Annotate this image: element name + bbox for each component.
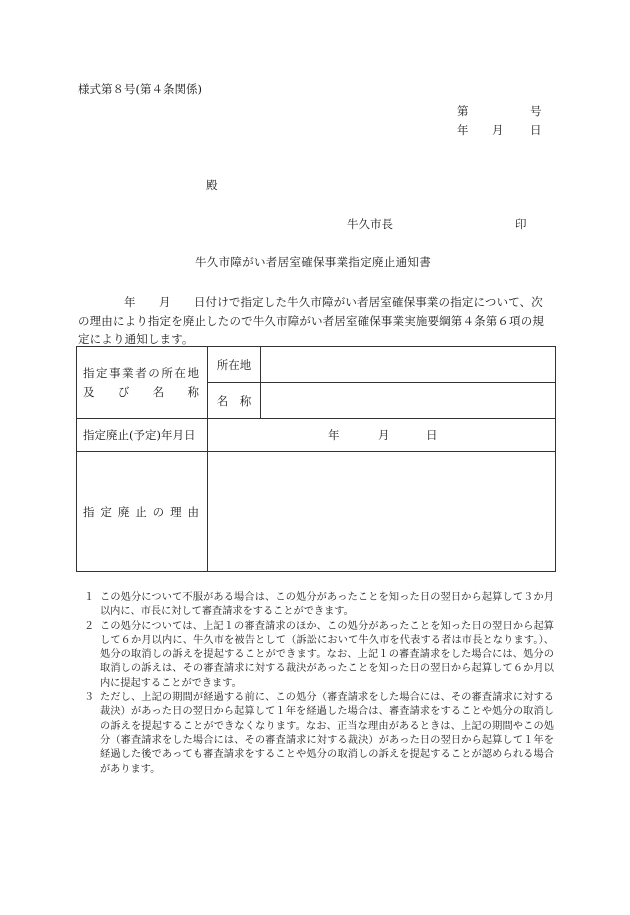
doc-number-prefix: 第 [457,104,469,118]
address-value-cell [261,347,556,383]
note-text: この処分については、上記１の審査請求のほか、この処分があったことを知った日の翌日から起算して６か月以内に、牛久市を被告として（訴訟において牛久市を代表する者は市長となります。）、処分の取消しの訴えを提起することができます。なお、上記１の審査請求をした場合には、処分の取消しの訴えは、その審査請求に対する裁決があったことを知った日の翌日から起算して６か月以内に提起することができます。 [100,620,554,689]
issuer-name: 牛久市長 [347,217,393,231]
body-line-2: の理由により指定を廃止したので牛久市障がい者居室確保事業実施要綱第４条第６項の規 [78,314,544,328]
note-text: この処分について不服がある場合は、この処分があったことを知った日の翌日から起算して３か月以内に、市長に対して審査請求をすることができます。 [100,592,554,618]
addressee-suffix: 殿 [206,178,218,192]
body-line-3: 定により通知します。 [78,332,194,346]
note-number: １ [84,592,95,603]
date-day: 日 [530,123,542,137]
name-label: 名 称 [216,393,252,408]
date-value-month: 月 [378,428,390,442]
seal-mark: 印 [515,217,527,231]
note-item-1 [84,591,554,620]
notes-section [84,591,554,777]
date-label: 指定廃止(予定)年月日 [83,428,196,442]
address-label-cell [208,347,261,383]
reason-label: 指 定 廃 止 の 理 由 [83,504,199,519]
notice-table [76,346,556,572]
name-label-cell [208,383,261,419]
business-label-line-1: 指定事業者の所在地 [83,366,199,380]
date-year: 年 [457,123,469,137]
note-text: ただし、上記の期間が経過する前に、この処分（審査請求をした場合には、その審査請求に対する裁決）があった日の翌日から起算して１年を経過した場合は、審査請求をすることや処分の取消しの訴えを提起することができなくなります。なお、正当な理由があるときは、上記の期間やこの処分（審査請求をした場合には、その審査請求に対する裁決）があった日の翌日から起算して１年を経過した後であっても審査請求をすることや処分の取消しの訴えを提起することが認められる場合があります。 [100,692,554,775]
doc-number-suffix: 号 [530,104,542,118]
business-label-cell [77,347,208,419]
business-label-line-2: 及 び 名 称 [83,385,199,399]
date-value-day: 日 [426,428,438,442]
note-number: ２ [84,620,95,632]
body-line-1: 年 月 日付けで指定した牛久市障がい者居室確保事業の指定について、次 [124,295,543,309]
document-title: 牛久市障がい者居室確保事業指定廃止通知書 [195,255,431,269]
note-item-2 [84,620,554,691]
reason-value-cell [208,452,556,572]
date-value-year: 年 [328,428,340,442]
name-value-cell [261,383,556,419]
date-month: 月 [492,123,504,137]
date-label-cell [77,419,208,452]
note-number: ３ [84,692,95,704]
form-number: 様式第８号(第４条関係) [78,82,202,96]
address-label: 所在地 [216,357,252,372]
note-item-3 [84,691,554,777]
reason-label-cell [77,452,208,572]
date-value-cell [208,419,556,452]
